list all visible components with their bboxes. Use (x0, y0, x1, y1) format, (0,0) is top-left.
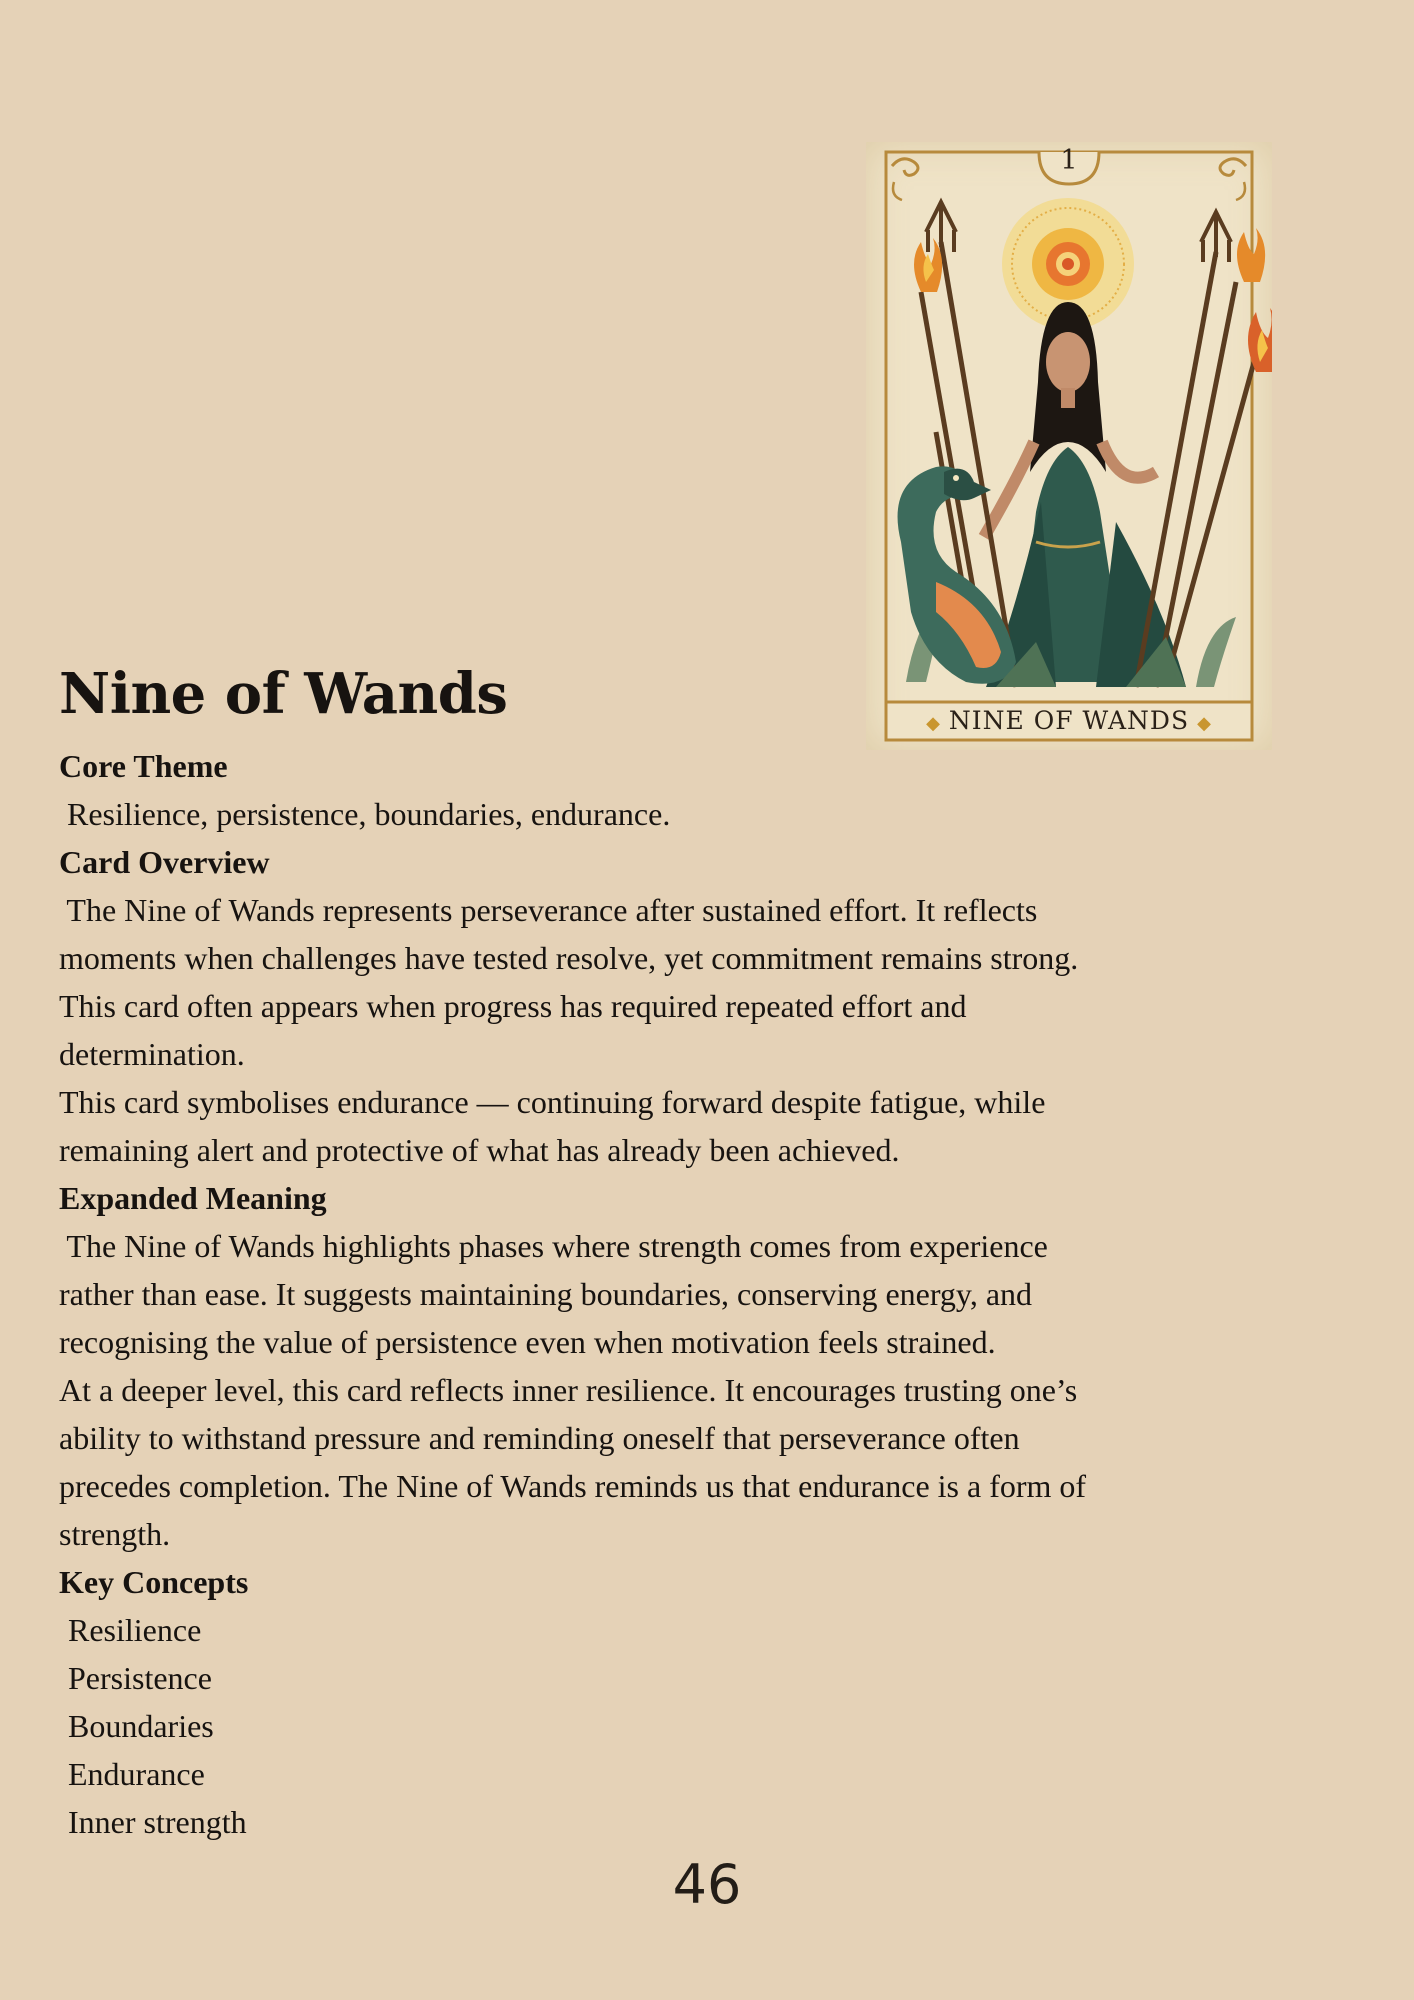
overview-line: determination. (59, 1036, 245, 1072)
flourish-top-left (892, 159, 918, 176)
overview-line: The Nine of Wands represents perseverance after sustained effort. It reflects (59, 892, 1038, 928)
flourish-top-right (1220, 159, 1246, 176)
card-name-label (886, 702, 1252, 740)
page-title: Nine of Wands (59, 661, 508, 727)
key-concept-item: Persistence (68, 1660, 212, 1696)
expanded-line: rather than ease. It suggests maintaining boundaries, conserving energy, and (59, 1276, 1033, 1312)
overview-line: This card symbolises endurance — continuing forward despite fatigue, while (59, 1084, 1046, 1120)
expanded-line: ability to withstand pressure and reminding oneself that perseverance often (59, 1420, 1020, 1456)
diamond-icon: ◆ (926, 713, 941, 734)
heading-core-theme: Core Theme (59, 748, 228, 784)
heading-expanded-meaning: Expanded Meaning (59, 1180, 327, 1216)
key-concept-item: Boundaries (68, 1708, 214, 1744)
card-name-text: NINE OF WANDS (948, 706, 1190, 735)
key-concept-item: Resilience (68, 1612, 202, 1648)
expanded-line: At a deeper level, this card reflects inner resilience. It encourages trusting one’s (59, 1372, 1078, 1408)
expanded-line: precedes completion. The Nine of Wands reminds us that endurance is a form of (59, 1468, 1087, 1504)
diamond-icon: ◆ (1197, 713, 1212, 734)
key-concept-item: Endurance (68, 1756, 205, 1792)
heading-key-concepts: Key Concepts (59, 1564, 249, 1600)
heading-card-overview: Card Overview (59, 844, 270, 880)
tarot-card-illustration (866, 142, 1272, 750)
card-artwork (866, 142, 1272, 750)
core-theme-text: Resilience, persistence, boundaries, endurance. (59, 796, 671, 832)
overview-line: moments when challenges have tested resolve, yet commitment remains strong. (59, 940, 1079, 976)
overview-line: remaining alert and protective of what has already been achieved. (59, 1132, 900, 1168)
figure-woman (984, 302, 1186, 687)
expanded-line: The Nine of Wands highlights phases where strength comes from experience (59, 1228, 1048, 1264)
key-concept-item: Inner strength (68, 1804, 247, 1840)
text-flow (59, 742, 1359, 1846)
page-number: 46 (672, 1853, 742, 1916)
expanded-line: strength. (59, 1516, 171, 1552)
overview-line: This card often appears when progress has required repeated effort and (59, 988, 967, 1024)
expanded-line: recognising the value of persistence even when motivation feels strained. (59, 1324, 996, 1360)
card-number: 1 (1060, 145, 1078, 176)
